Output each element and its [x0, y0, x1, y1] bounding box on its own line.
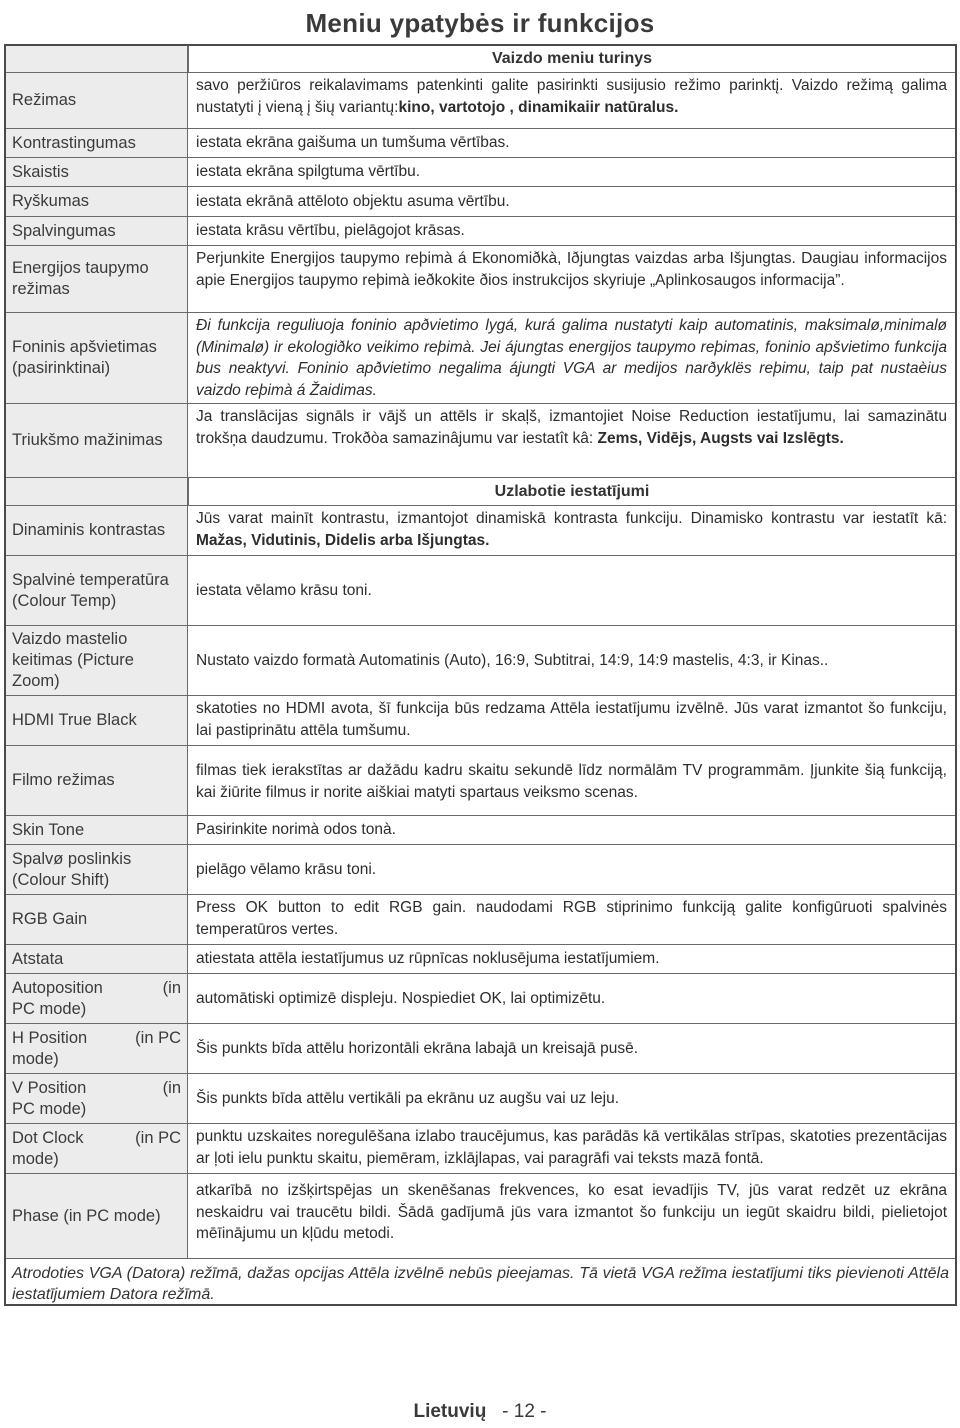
row-label: Spalvø poslinkis (Colour Shift): [6, 845, 188, 894]
table-row: [6, 945, 955, 974]
row-description: automātiski optimizē displeju. Nospiediet OK, lai optimizētu.: [196, 989, 606, 1007]
row-label: Energijos taupymo režimas: [6, 246, 188, 312]
row-label: H Position (in PC mode): [6, 1024, 188, 1073]
row-label: Režimas: [6, 73, 188, 128]
page-title: Meniu ypatybės ir funkcijos: [305, 8, 655, 38]
row-description: Ði funkcija reguliuoja foninio apðvietimo lygá, kurá galima nustatyti kaip automatinis, maksimalø,minimalø (Minimalø) ir ekologiðko veikimo reþimà. Jei ájungtas energijos taupymo reþimas, foninio apšvietimo funkcija bus neaktyvi. Foninio apðvietimo negalima ájungti VGA ar medijos narðyklës reþimu, taip pat nustaèius vaizdo reþimà á Žaidimas.: [196, 317, 947, 399]
row-description: Press OK button to edit RGB gain. naudodami RGB stiprinimo funkciją galite konfigūruoti spalvinės temperatūros vertes.: [196, 899, 947, 938]
table-row: [6, 746, 955, 816]
table-row: [6, 1174, 955, 1258]
row-label: Atstata: [6, 945, 188, 973]
table-row: [6, 1024, 955, 1074]
row-label: Dot Clock (in PC mode): [6, 1124, 188, 1173]
row-description-bold: Zems, Vidējs, Augsts vai Izslēgts.: [597, 429, 844, 447]
row-label: Autoposition (in PC mode): [6, 974, 188, 1023]
row-description: iestata vēlamo krāsu toni.: [196, 581, 372, 599]
row-description: skatoties no HDMI avota, šī funkcija būs redzama Attēla iestatījumu izvēlnē. Jūs varat izmantot šo funkciju, lai pastiprinātu attēla tumšumu.: [196, 700, 947, 739]
table-row: [6, 626, 955, 696]
table-row: [6, 696, 955, 746]
row-description: iestata krāsu vērtību, pielāgojot krāsas.: [196, 222, 465, 240]
section-header-advanced-settings: Uzlabotie iestatījumi: [188, 478, 955, 506]
table-row: [6, 1074, 955, 1124]
row-label: Spalvinė temperatūra (Colour Temp): [6, 556, 188, 625]
row-description: filmas tiek ierakstītas ar dažādu kadru skaitu sekundē līdz normālām TV programmām. Įjunkite šią funkciją, kai žiūrite filmus ir norite aiškiai matyti spartaus veiksmo scenas.: [196, 762, 947, 801]
row-label: Triukšmo mažinimas: [6, 404, 188, 477]
table-row: [6, 556, 955, 626]
row-label: Dinaminis kontrastas: [6, 506, 188, 555]
table-row: [6, 129, 955, 158]
row-label: V Position (in PC mode): [6, 1074, 188, 1123]
table-row: [6, 73, 955, 129]
row-description: punktu uzskaites noregulēšana izlabo traucējumus, kas parādās kā vertikālas strīpas, skatoties prezentācijas ar ļoti ielu punktu skaitu, piemēram, izklājlapas, vai paragrāfi vai teksts mazā fontā.: [196, 1128, 947, 1167]
table-row: [6, 816, 955, 845]
row-label: Ryškumas: [6, 187, 188, 216]
row-description: Nustato vaizdo formatà Automatinis (Auto), 16:9, Subtitrai, 14:9, 14:9 mastelis, 4:3, ir Kinas..: [196, 651, 829, 669]
table-row: [6, 1124, 955, 1174]
table-row: [6, 217, 955, 246]
row-label: Skaistis: [6, 158, 188, 186]
row-label: HDMI True Black: [6, 696, 188, 745]
table-row: [6, 313, 955, 404]
page-footer: [0, 1401, 960, 1423]
table-row: [6, 895, 955, 945]
menu-table: [4, 44, 957, 1306]
row-description: iestata ekrāna gaišuma un tumšuma vērtības.: [196, 134, 510, 152]
row-label: RGB Gain: [6, 895, 188, 944]
row-description: Perjunkite Energijos taupymo reþimà á Ekonomiðkà, Iðjungtas vaizdas arba Išjungtas. Daugiau informacijos apie Energijos taupymo reþimà ieðkokite ðios instrukcijos skyriuje „Aplinkosaugos informacija”.: [196, 250, 947, 289]
table-row: [6, 974, 955, 1024]
footnote: Atrodoties VGA (Datora) režīmā, dažas opcijas Attēla izvēlnē nebūs pieejamas. Tā vietā VGA režīma iestatījumi tiks pievienoti Attēla iestatījumiem Datora režīmā.: [6, 1258, 955, 1304]
section-header-picture-menu: Vaizdo meniu turinys: [188, 46, 955, 73]
table-row: [6, 506, 955, 556]
row-description: Jūs varat mainīt kontrastu, izmantojot dinamiskā kontrasta funkciju. Dinamisko kontrastu var iestatīt kā:: [196, 510, 947, 527]
row-label: Skin Tone: [6, 816, 188, 844]
page-number: - 12 -: [502, 1401, 547, 1422]
table-row: [6, 158, 955, 187]
row-label: Filmo režimas: [6, 746, 188, 815]
table-row: [6, 246, 955, 313]
row-description: atiestata attēla iestatījumus uz rūpnīcas noklusējuma iestatījumiem.: [196, 950, 660, 968]
row-description: Šis punkts bīda attēlu vertikāli pa ekrānu uz augšu vai uz leju.: [196, 1089, 620, 1107]
row-label: Vaizdo mastelio keitimas (Picture Zoom): [6, 626, 188, 695]
row-description: atkarībā no izšķirtspējas un skenēšanas frekvences, ko esat ievadījis TV, jūs varat redzēt uz ekrāna neskaidru vai traucētu bildi. Šādā gadījumā jūs vara izmantot šo funkciju un iegūt skaidru bildi, pielietojot mēīinājumu un kļūdu metodi.: [196, 1182, 947, 1242]
row-label: Kontrastingumas: [6, 129, 188, 157]
row-description: Pasirinkite norimà odos tonà.: [196, 821, 396, 839]
row-label: Phase (in PC mode): [6, 1174, 188, 1258]
row-description: Šis punkts bīda attēlu horizontāli ekrāna labajā un kreisajā pusē.: [196, 1039, 639, 1057]
row-description: iestata ekrāna spilgtuma vērtību.: [196, 163, 421, 181]
row-description: pielāgo vēlamo krāsu toni.: [196, 860, 377, 878]
table-row: [6, 187, 955, 217]
row-description-bold: Mažas, Vidutinis, Didelis arba Išjungtas.: [196, 531, 490, 549]
row-label: Foninis apšvietimas (pasirinktinai): [6, 313, 188, 403]
row-label: Spalvingumas: [6, 217, 188, 245]
row-description: Ja translācijas signāls ir vājš un attēls ir skaļš, izmantojiet Noise Reduction iestatījumu, lai samazinātu trokšņa daudzumu. Trokðòa samazinâjumu var iestatît kâ:: [196, 408, 947, 447]
table-row: [6, 404, 955, 478]
row-description: iestata ekrānā attēloto objektu asuma vērtību.: [196, 192, 510, 210]
row-description-bold: kino, vartotojo , dinamikaiir natūralus.: [398, 98, 679, 116]
table-row: [6, 845, 955, 895]
footer-language: Lietuvių: [413, 1401, 487, 1422]
row-description: savo peržiūros reikalavimams patenkinti galite pasirinkti susijusio režimo parinktį. Vaizdo režimą galima nustatyti į vieną į šių variantų:: [196, 77, 947, 116]
